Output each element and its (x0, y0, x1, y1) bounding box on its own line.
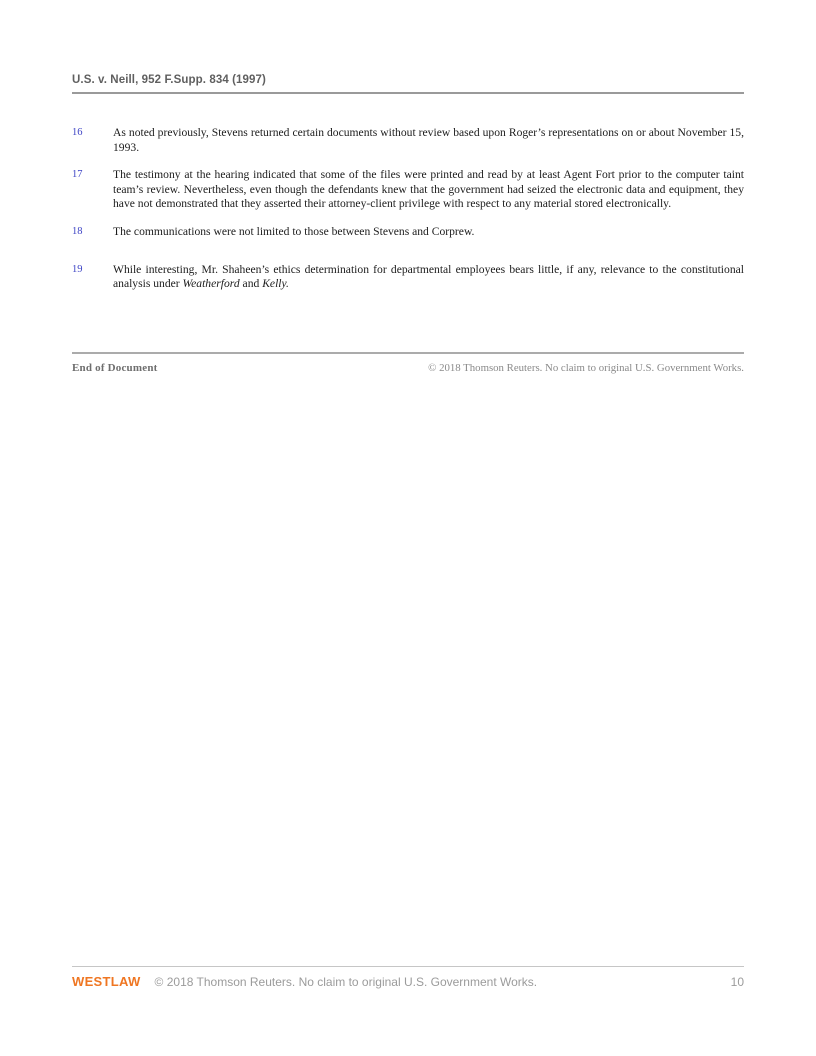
footnote-text: The testimony at the hearing indicated that some of the files were printed and read by at least Agent Fort prior to the computer taint team’s review. Nevertheless, even though the defendants knew that the government had seized the electronic data and equipment, they have not demonstrated that they asserted their attorney-client privilege with respect to any material stored electronically. (113, 168, 744, 211)
document-header (72, 73, 744, 94)
end-of-document-label: End of Document (72, 362, 158, 374)
footnotes-section (72, 126, 744, 292)
end-of-document-section (72, 352, 744, 374)
westlaw-logo: WESTLAW (72, 974, 141, 989)
end-of-document-copyright: © 2018 Thomson Reuters. No claim to original U.S. Government Works. (428, 362, 744, 374)
footnote (72, 126, 744, 155)
end-of-document-divider (72, 352, 744, 354)
footnote (72, 225, 744, 240)
footnote (72, 168, 744, 212)
footnote-number-link[interactable]: 17 (72, 169, 83, 181)
footnote-text (113, 263, 744, 292)
footer-divider (72, 966, 744, 967)
page-footer (72, 966, 744, 989)
footnote (72, 263, 744, 292)
footer-copyright: © 2018 Thomson Reuters. No claim to original U.S. Government Works. (154, 975, 538, 989)
case-name-italic: Kelly. (262, 277, 289, 291)
case-name-italic: Weatherford (182, 277, 240, 291)
footnote-number-link[interactable]: 19 (72, 263, 83, 275)
footnote-text: As noted previously, Stevens returned certain documents without review based upon Roger’s representations on or about November 15, 1993. (113, 126, 744, 154)
footnote-number-link[interactable]: 16 (72, 127, 83, 138)
footnote-text-segment: and (239, 277, 263, 291)
page-number: 10 (730, 975, 744, 989)
footnote-text: The communications were not limited to those between Stevens and Corprew. (113, 224, 475, 238)
header-divider (72, 92, 744, 94)
footnote-number-link[interactable]: 18 (72, 225, 83, 237)
footnote-text-segment: While interesting, Mr. Shaheen’s ethics determination for departmental employees bears little, if any, relevance to the constitutional analysis under (113, 262, 744, 291)
case-citation-title: U.S. v. Neill, 952 F.Supp. 834 (1997) (72, 74, 266, 86)
